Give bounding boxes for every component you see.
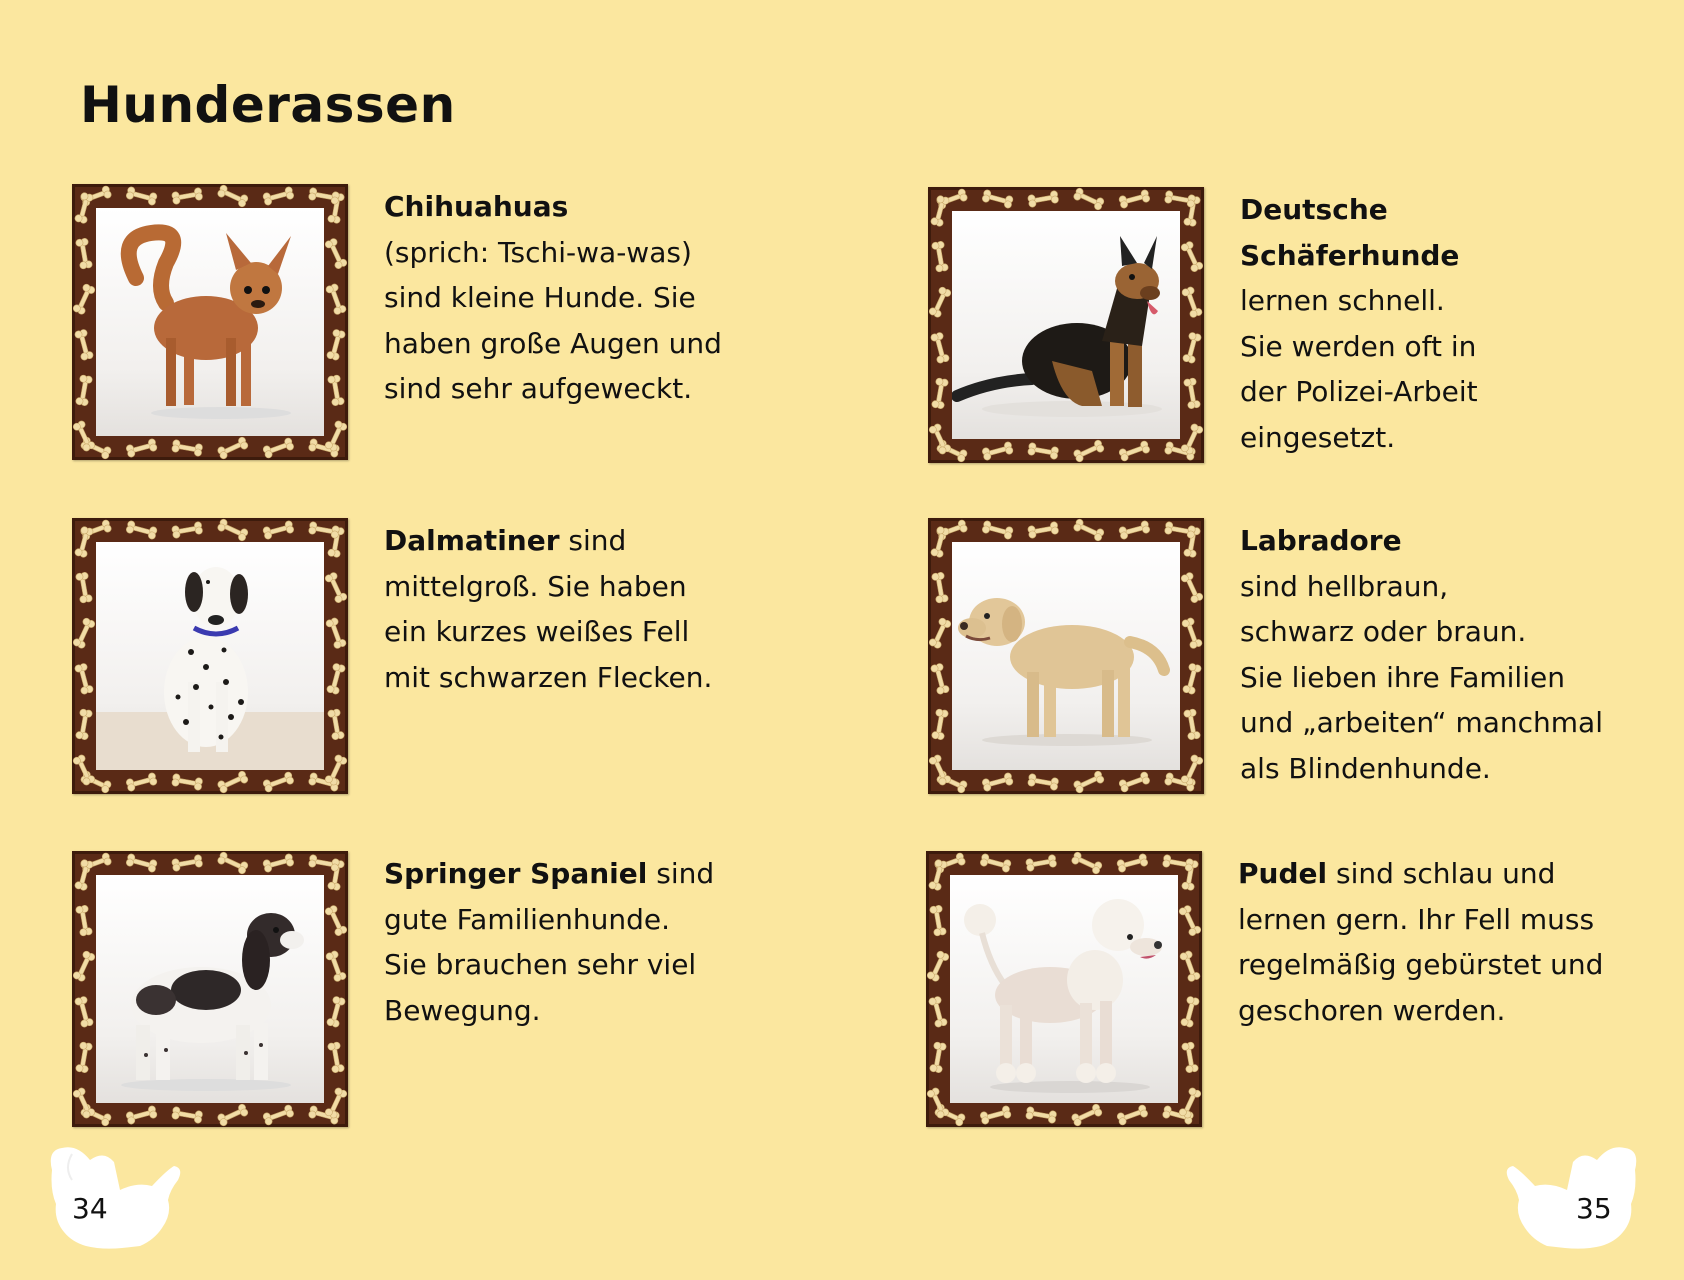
text-line <box>384 372 692 405</box>
breed-description: sind schlau und <box>1327 857 1556 890</box>
text-line <box>384 281 696 314</box>
breed-text-springer <box>384 851 784 1033</box>
bone-frame <box>928 187 1204 463</box>
breed-name: Dalmatiner <box>384 524 560 557</box>
dog-photo-pudel <box>950 875 1178 1103</box>
breed-name: Deutsche <box>1240 193 1388 226</box>
text-line <box>1240 421 1395 454</box>
text-line <box>1240 570 1448 603</box>
breed-description: schwarz oder braun. <box>1240 615 1527 648</box>
text-line <box>1240 706 1603 739</box>
text-line <box>1240 752 1491 785</box>
text-line <box>1240 524 1402 557</box>
bone-frame <box>72 851 348 1127</box>
page-title: Hunderassen <box>80 76 456 134</box>
dog-photo-schaeferhund <box>952 211 1180 439</box>
breed-description: Sie werden oft in <box>1240 329 1477 363</box>
breed-description: sind kleine Hunde. Sie <box>384 281 696 314</box>
breed-description: sind hellbraun, <box>1240 569 1449 603</box>
breed-description: regelmäßig gebürstet und <box>1238 948 1604 981</box>
text-line <box>384 903 670 936</box>
breed-entry-springer <box>72 851 872 1141</box>
breed-description: ein kurzes weißes Fell <box>384 615 690 648</box>
breed-text-chihuahua <box>384 184 784 412</box>
text-line <box>384 615 689 648</box>
bone-frame <box>72 184 348 460</box>
breed-description: sind <box>559 524 627 557</box>
text-line <box>384 327 722 360</box>
breed-name: Chihuahuas <box>384 190 569 223</box>
breed-text-dalmatiner <box>384 518 784 700</box>
breed-name: Pudel <box>1238 857 1328 890</box>
breed-entry-chihuahua <box>72 184 872 474</box>
bone-frame <box>926 851 1202 1127</box>
breed-name: Labradore <box>1240 524 1402 557</box>
text-line <box>1240 661 1565 694</box>
breed-description: lernen gern. Ihr Fell muss <box>1238 902 1595 936</box>
breed-description: (sprich: Tschi-wa-was) <box>384 235 692 269</box>
dog-photo-dalmatiner <box>96 542 324 770</box>
breed-name: Springer Spaniel <box>384 857 648 890</box>
bone-frame <box>72 518 348 794</box>
text-line <box>1238 948 1603 981</box>
breed-entry-pudel <box>926 851 1684 1141</box>
breed-description: haben große Augen und <box>384 326 722 360</box>
breed-description: gute Familienhunde. <box>384 902 671 936</box>
breed-description: Sie lieben ihre Familien <box>1240 660 1565 694</box>
page-number-left: 34 <box>72 1192 108 1225</box>
text-line <box>1240 239 1459 272</box>
text-line <box>1238 903 1594 936</box>
text-line <box>384 190 568 223</box>
page-number-right: 35 <box>1576 1192 1612 1225</box>
text-line <box>1240 193 1388 226</box>
text-line <box>1240 615 1526 648</box>
breed-description: sind sehr aufgeweckt. <box>384 372 693 405</box>
breed-description: lernen schnell. <box>1240 284 1445 317</box>
text-line <box>384 570 687 603</box>
text-line <box>384 661 712 694</box>
text-line <box>1240 330 1476 363</box>
text-line <box>384 948 696 981</box>
breed-description: sind <box>647 857 715 890</box>
breed-description: Sie brauchen sehr viel <box>384 948 697 981</box>
breed-description: der Polizei-Arbeit <box>1240 375 1478 408</box>
text-line <box>1240 375 1478 408</box>
breed-description: Bewegung. <box>384 993 541 1027</box>
text-line <box>1240 284 1445 317</box>
text-line <box>384 857 714 890</box>
breed-entry-dalmatiner <box>72 518 872 808</box>
breed-description: als Blindenhunde. <box>1240 751 1491 785</box>
dog-photo-labrador <box>952 542 1180 770</box>
breed-text-pudel <box>1238 851 1638 1033</box>
text-line <box>1238 994 1505 1027</box>
breed-text-schaeferhund <box>1240 187 1640 460</box>
breed-description: und „arbeiten“ manchmal <box>1240 706 1603 739</box>
breed-entry-schaeferhund <box>928 187 1684 477</box>
text-line <box>384 994 541 1027</box>
breed-name: Schäferhunde <box>1240 238 1460 272</box>
text-line <box>384 524 626 557</box>
bone-frame <box>928 518 1204 794</box>
breed-entry-labrador <box>928 518 1684 808</box>
breed-description: eingesetzt. <box>1240 420 1396 454</box>
breed-description: geschoren werden. <box>1238 993 1506 1027</box>
breed-text-labrador <box>1240 518 1640 791</box>
dog-photo-chihuahua <box>96 208 324 436</box>
breed-description: mit schwarzen Flecken. <box>384 660 713 694</box>
puppy-silhouette-icon <box>42 1140 187 1252</box>
breed-description: mittelgroß. Sie haben <box>384 569 687 603</box>
puppy-silhouette-icon <box>1500 1140 1645 1252</box>
text-line <box>1238 857 1555 890</box>
dog-photo-springer <box>96 875 324 1103</box>
text-line <box>384 236 692 269</box>
